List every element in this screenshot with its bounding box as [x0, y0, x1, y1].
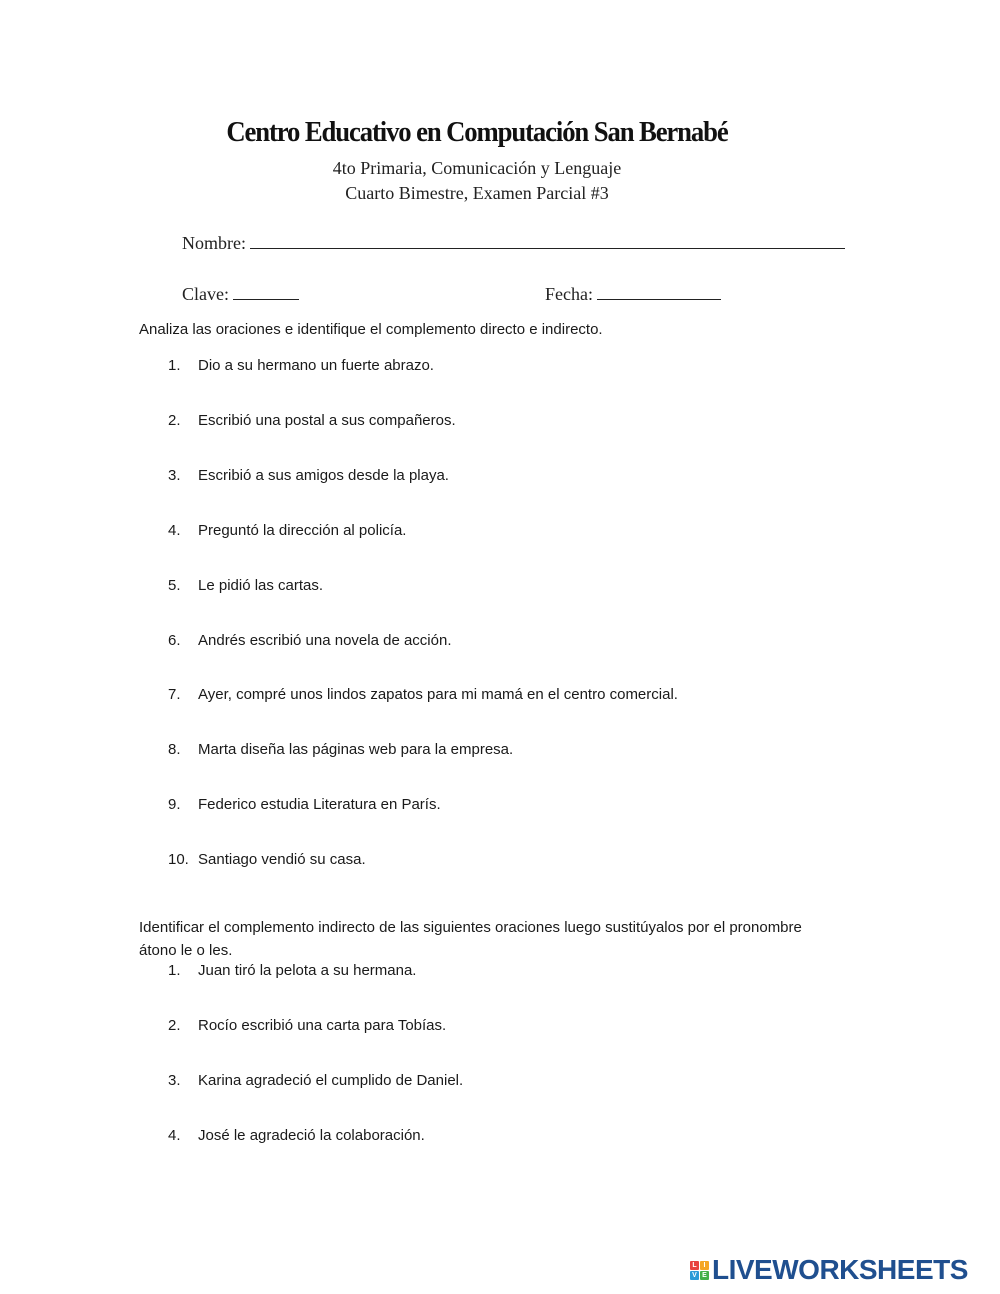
list-item	[168, 686, 678, 703]
item-number: 3.	[168, 1072, 181, 1089]
item-text: Juan tiró la pelota a su hermana.	[198, 962, 417, 979]
school-title: Centro Educativo en Computación San Bernabé	[226, 116, 728, 148]
item-text: Marta diseña las páginas web para la empresa.	[198, 741, 514, 758]
list-item	[168, 522, 406, 539]
nombre-label: Nombre:	[182, 233, 246, 253]
nombre-field	[182, 232, 845, 254]
fecha-label: Fecha:	[545, 284, 593, 304]
list-item	[168, 1127, 425, 1144]
item-number: 4.	[168, 522, 181, 539]
item-number: 2.	[168, 1017, 181, 1034]
item-text: Le pidió las cartas.	[198, 577, 324, 594]
list-item	[168, 962, 416, 979]
list-item	[168, 577, 323, 594]
item-number: 7.	[168, 686, 181, 703]
item-number: 3.	[168, 467, 181, 484]
clave-field	[182, 283, 299, 305]
list-item	[168, 412, 456, 429]
fecha-blank-line	[597, 283, 721, 300]
item-number: 9.	[168, 796, 181, 813]
item-number: 6.	[168, 632, 181, 649]
list-item	[168, 1072, 463, 1089]
section-2-instruction: Identificar el complemento indirecto de las siguientes oraciones luego sustitúyalos por el pronombre átono le o les.	[139, 919, 802, 959]
item-number: 1.	[168, 357, 181, 374]
item-text: Santiago vendió su casa.	[198, 851, 366, 868]
item-number: 1.	[168, 962, 181, 979]
item-text: Escribió a sus amigos desde la playa.	[198, 467, 449, 484]
list-item	[168, 741, 513, 758]
logo-tile-i: I	[700, 1261, 709, 1270]
logo-tile-v: V	[690, 1271, 699, 1280]
item-number: 8.	[168, 741, 181, 758]
item-text: Ayer, compré unos lindos zapatos para mi mamá en el centro comercial.	[198, 686, 678, 703]
logo-tile-e: E	[700, 1271, 709, 1280]
item-number: 5.	[168, 577, 181, 594]
list-item	[168, 357, 434, 374]
item-text: Andrés escribió una novela de acción.	[198, 632, 452, 649]
item-text: Dio a su hermano un fuerte abrazo.	[198, 357, 434, 374]
exam-subtitle: Cuarto Bimestre, Examen Parcial #3	[345, 183, 609, 203]
list-item	[168, 851, 366, 868]
list-item	[168, 467, 449, 484]
list-item	[168, 1017, 446, 1034]
list-item	[168, 796, 441, 813]
item-number: 10.	[168, 851, 189, 868]
item-text: José le agradeció la colaboración.	[198, 1127, 425, 1144]
item-text: Escribió una postal a sus compañeros.	[198, 412, 456, 429]
clave-label: Clave:	[182, 284, 229, 304]
nombre-blank-line	[250, 232, 845, 249]
liveworksheets-logo	[690, 1254, 968, 1286]
item-text: Karina agradeció el cumplido de Daniel.	[198, 1072, 464, 1089]
logo-tile-l: L	[690, 1261, 699, 1270]
clave-blank-line	[233, 283, 299, 300]
item-text: Federico estudia Literatura en París.	[198, 796, 441, 813]
brand-name: LIVEWORKSHEETS	[712, 1254, 968, 1285]
fecha-field	[545, 283, 721, 305]
item-number: 4.	[168, 1127, 181, 1144]
liveworksheets-mark-icon	[690, 1261, 709, 1280]
course-subtitle: 4to Primaria, Comunicación y Lenguaje	[332, 158, 622, 178]
item-text: Preguntó la dirección al policía.	[198, 522, 407, 539]
section-1-instruction: Analiza las oraciones e identifique el complemento directo e indirecto.	[139, 321, 603, 338]
list-item	[168, 632, 452, 649]
item-number: 2.	[168, 412, 181, 429]
item-text: Rocío escribió una carta para Tobías.	[198, 1017, 447, 1034]
